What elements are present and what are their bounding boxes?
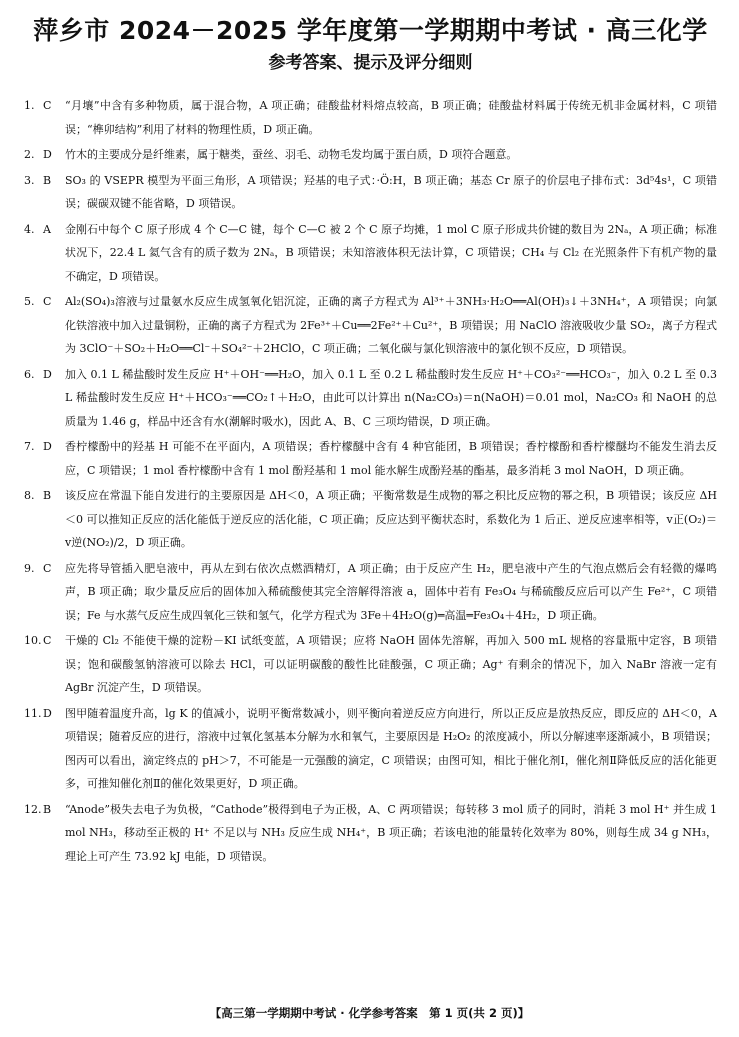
answer-letter: B — [43, 802, 52, 816]
answer-item — [24, 169, 717, 216]
answer-letter: C — [43, 99, 52, 112]
answer-item — [24, 290, 717, 361]
answer-letter: D — [43, 148, 52, 161]
answer-letter: A — [43, 222, 51, 236]
answer-letter: D — [43, 367, 52, 381]
question-number: 12. — [24, 802, 42, 816]
answer-explanation: “月壤”中含有多种物质，属于混合物，A 项正确；硅酸盐材料熔点较高，B 项正确；硅酸盐材料属于传统无机非金属材料，C 项错误；“榫卯结构”利用了材料的物理性质，D 项正确。 — [65, 99, 717, 136]
answer-item — [24, 218, 717, 289]
answer-item — [24, 557, 717, 628]
question-number: 4. — [24, 222, 35, 236]
question-number: 8. — [24, 489, 35, 502]
answer-explanation: 香柠檬酚中的羟基 H 可能不在平面内，A 项错误；香柠檬醚中含有 4 种官能团，B 项错误；香柠檬酚和香柠檬醚均不能发生消去反应，C 项错误；1 mol 香柠檬酚中含有 1 mol 酚羟基和 1 mol 能水解生成酚羟基的酯基，最多消耗 3 mol NaOH，D 项正确。 — [65, 440, 717, 477]
question-number: 11. — [24, 706, 42, 720]
answer-letter: B — [43, 173, 52, 187]
document-title: 萍乡市 2024－2025 学年度第一学期期中考试 · 高三化学 — [33, 16, 708, 45]
answer-explanation: 干燥的 Cl₂ 不能使干燥的淀粉－KI 试纸变蓝，A 项错误；应将 NaOH 固体先溶解，再加入 500 mL 规格的容量瓶中定容，B 项错误；饱和碳酸氢钠溶液可以除去 HCl，可以证明碳酸的酸性比硅酸强，C 项正确；Ag⁺ 有剩余的情况下，加入 NaBr 溶液一定有 AgBr 沉淀产生，D 项错误。 — [65, 634, 717, 694]
answer-explanation: 竹木的主要成分是纤维素，属于糖类，蚕丝、羽毛、动物毛发均属于蛋白质，D 项符合题意。 — [65, 148, 518, 161]
question-number: 6. — [24, 367, 35, 381]
answer-item — [24, 435, 717, 482]
question-number: 5. — [24, 295, 35, 308]
answer-letter: B — [43, 489, 52, 502]
answer-explanation: 图甲随着温度升高，lg K 的值减小，说明平衡常数减小，则平衡向着逆反应方向进行，所以正反应是放热反应，即反应的 ΔH＜0，A 项错误；随着反应的进行，溶液中过氧化氢基本分解为水和氧气，主要原因是 H₂O₂ 的浓度减小，所以分解速率逐渐减小，B 项错误；图丙可以看出，滴定终点的 pH＞7，不可能是一元强酸的滴定，C 项错误；由图可知，相比于催化剂Ⅰ，催化剂Ⅱ降低反应的活化能更多，可推知催化剂Ⅱ的催化效果更好，D 项正确。 — [65, 706, 717, 790]
answer-item — [24, 629, 717, 700]
answer-explanation: “Anode”极失去电子为负极，“Cathode”极得到电子为正极，A、C 两项错误；每转移 3 mol 质子的同时，消耗 3 mol H⁺ 并生成 1 mol NH₃，移动至正极的 H⁺ 不足以与 NH₃ 反应生成 NH₄⁺，B 项正确；若该电池的能量转化效率为 80%，则每生成 34 g NH₃，理论上可产生 73.92 kJ 电能，D 项错误。 — [65, 802, 717, 863]
answer-item — [24, 94, 717, 141]
question-number: 2. — [24, 148, 35, 161]
answer-explanation: 应先将导管插入肥皂液中，再从左到右依次点燃酒精灯，A 项正确；由于反应产生 H₂，肥皂液中产生的气泡点燃后会有轻微的爆鸣声，B 项正确；取少量反应后的固体加入稀硫酸使其完全溶解得溶液 a，固体中若有 Fe₃O₄ 与稀硫酸反应后可以产生 Fe²⁺，C 项错误；Fe 与水蒸气反应生成四氧化三铁和氢气，化学方程式为 3Fe＋4H₂O(g)═高温═Fe₃O₄＋4H₂，D 项正确。 — [65, 561, 717, 622]
document-subtitle: 参考答案、提示及评分细则 — [268, 53, 473, 73]
answer-letter: C — [43, 561, 52, 575]
answer-letter: C — [43, 295, 52, 308]
page-footer: 【高三第一学期期中考试 · 化学参考答案 第 1 页(共 2 页)】 — [209, 1006, 530, 1020]
answer-item — [24, 798, 717, 869]
answer-explanation: 加入 0.1 L 稀盐酸时发生反应 H⁺＋OH⁻══H₂O，加入 0.1 L 至 0.2 L 稀盐酸时发生反应 H⁺＋CO₃²⁻══HCO₃⁻，加入 0.2 L 至 0.3 L 稀盐酸时发生反应 H⁺＋HCO₃⁻══CO₂↑＋H₂O，由此可以计算出 n(Na₂CO₃)＝n(NaOH)＝0.01 mol，Na₂CO₃ 和 NaOH 的总质量为 1.46 g，样品中还含有水(潮解时吸水)，因此 A、B、C 三项均错误，D 项正确。 — [65, 367, 717, 428]
question-number: 10. — [24, 634, 42, 647]
answer-item — [24, 484, 717, 555]
answer-letter: D — [43, 706, 52, 720]
answer-list — [24, 94, 717, 868]
answer-letter: C — [43, 634, 52, 647]
question-number: 7. — [24, 440, 35, 453]
answer-explanation: Al₂(SO₄)₃溶液与过量氨水反应生成氢氧化铝沉淀，正确的离子方程式为 Al³⁺＋3NH₃·H₂O══Al(OH)₃↓＋3NH₄⁺，A 项错误；向氯化铁溶液中加入过量铜粉，正确的离子方程式为 2Fe³⁺＋Cu══2Fe²⁺＋Cu²⁺，B 项错误；用 NaClO 溶液吸收少量 SO₂，离子方程式为 3ClO⁻＋SO₂＋H₂O══Cl⁻＋SO₄²⁻＋2HClO，C 项正确；二氧化碳与氯化钡溶液中的氯化钡不反应，D 项错误。 — [65, 295, 717, 355]
answer-item — [24, 702, 717, 796]
answer-explanation: 该反应在常温下能自发进行的主要原因是 ΔH＜0，A 项正确；平衡常数是生成物的幂之积比反应物的幂之积，B 项错误；该反应 ΔH＜0 可以推知正反应的活化能低于逆反应的活化能，C 项正确；反应达到平衡状态时，系数化为 1 后正、逆反应速率相等，v正(O₂)＝v逆(NO₂)/2，D 项正确。 — [65, 489, 717, 549]
answer-explanation: SO₃ 的 VSEPR 模型为平面三角形，A 项错误；羟基的电子式：·Ö:H，B 项正确；基态 Cr 原子的价层电子排布式：3d⁵4s¹，C 项错误；碳碳双键不能省略，D 项错误。 — [65, 173, 717, 210]
answer-item — [24, 363, 717, 434]
answer-explanation: 金刚石中每个 C 原子形成 4 个 C—C 键，每个 C—C 被 2 个 C 原子均摊，1 mol C 原子形成共价键的数目为 2Nₐ，A 项正确；标准状况下，22.4 L 氦气含有的质子数为 2Nₐ，B 项错误；未知溶液体积无法计算，C 项错误；CH₄ 与 Cl₂ 在光照条件下有机产物的量不确定，D 项错误。 — [65, 222, 717, 283]
question-number: 9. — [24, 561, 35, 575]
question-number: 3. — [24, 173, 35, 187]
answer-letter: D — [43, 440, 52, 453]
question-number: 1. — [24, 99, 35, 112]
answer-item — [24, 143, 717, 167]
